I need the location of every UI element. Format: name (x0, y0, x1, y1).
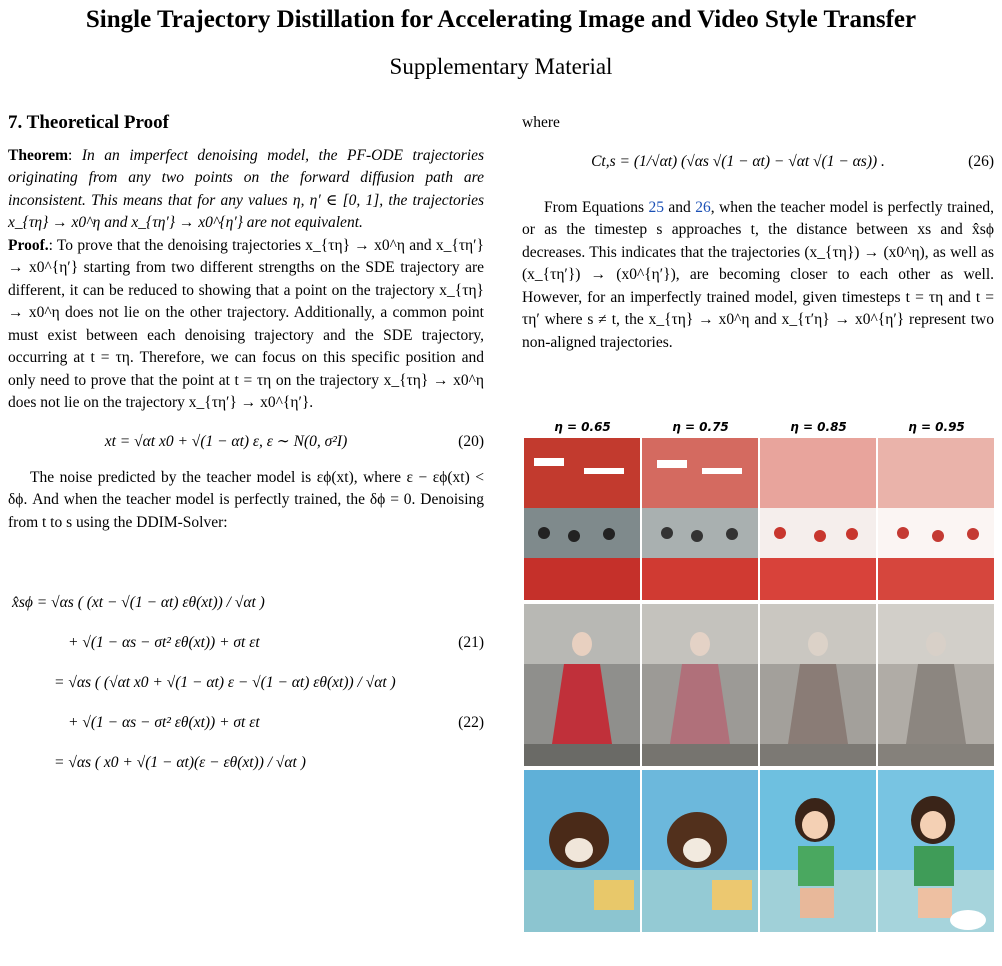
right-column (522, 112, 994, 354)
noise-paragraph: The noise predicted by the teacher model is εϕ(xt), where ε − εϕ(xt) < δϕ. And when the teacher model is perfectly trained, the δϕ = 0. Denoising from t to s using the DDIM-Solver: (8, 468, 484, 531)
equation-21-line2 (8, 628, 484, 660)
figure-column-labels (524, 420, 994, 438)
style-transfer-figure (524, 420, 994, 438)
para-prefix: From Equations (544, 198, 649, 216)
girl-image-085 (760, 604, 876, 766)
figure-label-085: η = 0.85 (790, 420, 847, 434)
equation-23-line1-body: = √αs ( x0 + √(1 − αt)(ε − εθ(xt)) / √αt ) (54, 754, 306, 771)
equation-21-line1 (8, 588, 484, 620)
equation-21-line1-body: x̂sϕ = √αs ( (xt − √(1 − αt) εθ(xt)) / √αt ) (12, 594, 265, 611)
girl-image-065 (524, 604, 640, 766)
proof-text: : To prove that the denoising trajectories x_{τη} → x0^η and x_{τη′} → x0^{η′} starting from two different strengths on the SDE trajectory are different, it can be reduced to showing that a point on the trajectory x_{τη} → x0^η does not lie on the other trajectory. Additionally, a common point must exist between each denoising trajectory and the SDE trajectory, occurring at t = τη. Therefore, we can focus on this specific position and only need to prove that the point at t = τη on the trajectory x_{τη} → x0^η does not lie on the trajectory x_{τη′} → x0^{η′}. (8, 236, 484, 411)
equation-22-number: (22) (458, 714, 484, 731)
street-image-085 (760, 438, 876, 600)
ref-eq-25[interactable]: 25 (648, 198, 664, 216)
equations-paragraph (522, 197, 994, 355)
section-heading: 7. Theoretical Proof (8, 112, 169, 133)
figure-label-065: η = 0.65 (554, 420, 611, 434)
proof-label: Proof. (8, 236, 49, 254)
theorem-paragraph: Theorem: In an imperfect denoising model, the PF-ODE trajectories originating from any two points on the forward diffusion path are inconsistent. This means that for any values η, η′ ∈ [0, 1], the trajectories x_{τη} → x0^η and x_{τη′} → x0^{η′} are not equivalent. (8, 146, 484, 231)
street-image-075 (642, 438, 758, 600)
paper-subtitle: Supplementary Material (389, 54, 613, 79)
theorem-text: In an imperfect denoising model, the PF-ODE trajectories originating from any two points on the forward diffusion path are inconsistent. This means that for any values η, η′ ∈ [0, 1], the trajectories x_{τη} → x0^η and x_{τη′} → x0^{η′} are not equivalent. (8, 146, 484, 231)
cartoon-girl-image-085 (760, 770, 876, 932)
street-image-095 (878, 438, 994, 600)
equation-20-body: xt = √αt x0 + √(1 − αt) ε, ε ∼ N(0, σ²I) (104, 432, 348, 450)
equation-21-number: (21) (458, 634, 484, 651)
girl-image-075 (642, 604, 758, 766)
dog-image-075 (642, 770, 758, 932)
equation-20-number: (20) (458, 432, 484, 450)
figure-label-095: η = 0.95 (908, 420, 965, 434)
equation-20 (8, 427, 484, 459)
proof-paragraph (8, 235, 484, 415)
dog-image-065 (524, 770, 640, 932)
equation-22-line2-body: + √(1 − αs − σt² εθ(xt)) + σt εt (68, 714, 260, 731)
cartoon-girl-image-095 (878, 770, 994, 932)
ref-eq-26[interactable]: 26 (695, 198, 711, 216)
figure-label-075: η = 0.75 (672, 420, 729, 434)
para-rest: , when the teacher model is perfectly trained, or as the timestep s approaches t, the distance between xs and x̂sϕ decreases. This indicates that the trajectories (x_{τη}) → (x0^η), as well as (x_{τη′}) → (x0^{η′}), are becoming closer to each other as well. However, for an imperfectly trained model, given timesteps t = τη and t = τη′ where s ≠ t, the x_{τη} → x0^η and x_{τ′η} → x0^{η′} represent two non-aligned trajectories. (522, 198, 994, 351)
equation-22-line1-body: = √αs ( (√αt x0 + √(1 − αt) ε − √(1 − αt) εθ(xt)) / √αt ) (54, 674, 396, 691)
girl-image-095 (878, 604, 994, 766)
equation-26-number: (26) (968, 152, 994, 170)
equation-22-line2 (8, 708, 484, 740)
paper-title: Single Trajectory Distillation for Accelerating Image and Video Style Transfer (85, 6, 917, 33)
para-and: and (663, 198, 696, 216)
equation-22-line1 (8, 668, 484, 700)
equation-26 (522, 147, 994, 187)
street-image-065 (524, 438, 640, 600)
left-column (8, 112, 484, 788)
where-text: where (522, 114, 560, 131)
equation-23-line1 (8, 748, 484, 780)
equation-21-line2-body: + √(1 − αs − σt² εθ(xt)) + σt εt (68, 634, 260, 651)
theorem-label: Theorem (8, 146, 68, 164)
equation-26-body: Ct,s = (1/√αt) (√αs √(1 − αt) − √αt √(1 − αs)) . (591, 152, 885, 170)
